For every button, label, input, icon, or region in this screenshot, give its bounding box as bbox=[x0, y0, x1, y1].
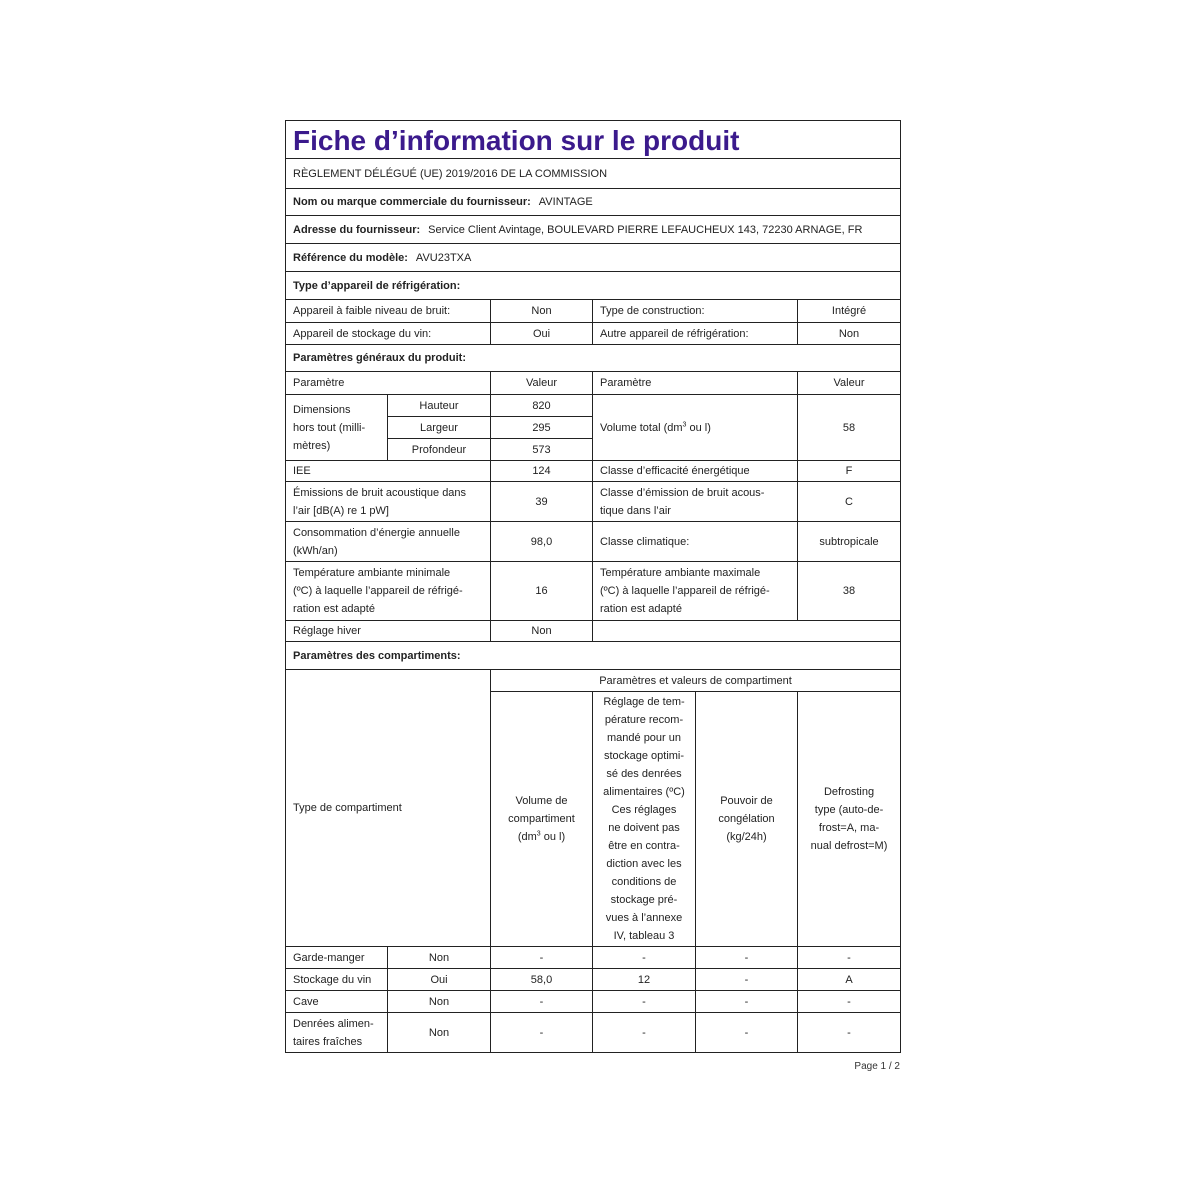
header-line: Volume de bbox=[515, 795, 568, 807]
compartment-volume: - bbox=[491, 947, 593, 969]
header-line: Ces réglages bbox=[611, 804, 677, 816]
compartment-volume: 58,0 bbox=[491, 969, 593, 991]
parameter-label-line: Émissions de bruit acoustique dans bbox=[293, 486, 467, 499]
type-value: Non bbox=[798, 323, 901, 345]
appliance-type-heading: Type d’appareil de réfrigération: bbox=[286, 272, 901, 300]
compartment-name: Stockage du vin bbox=[286, 969, 388, 991]
volume-total-value: 58 bbox=[798, 395, 901, 461]
compartment-parameters-heading: Paramètres des compartiments: bbox=[286, 642, 901, 670]
compartment-name-line: Denrées alimen- bbox=[293, 1017, 374, 1030]
compartment-defrost: - bbox=[798, 947, 901, 969]
parameter-label-line: ration est adapté bbox=[600, 603, 682, 615]
compartment-row bbox=[286, 991, 901, 1013]
header-line: (kg/24h) bbox=[726, 831, 767, 843]
parameter-label-line: Consommation d’énergie annuelle bbox=[293, 526, 460, 539]
type-label: Autre appareil de réfrigération: bbox=[593, 323, 798, 345]
compartment-name: Garde-manger bbox=[286, 947, 388, 969]
parameter-label-line: tique dans l’air bbox=[600, 504, 671, 517]
type-label: Appareil à faible niveau de bruit: bbox=[286, 300, 491, 323]
parameter-value: 124 bbox=[491, 461, 593, 482]
supplier-label: Nom ou marque commerciale du fournisseur: bbox=[293, 196, 531, 208]
defrost-header bbox=[798, 692, 901, 947]
compartment-defrost: A bbox=[798, 969, 901, 991]
general-row bbox=[286, 461, 901, 482]
parameter-label-line: (ºC) à laquelle l’appareil de réfrigé- bbox=[600, 585, 770, 597]
parameter-label-line: Température ambiante maximale bbox=[600, 567, 761, 579]
temperature-header bbox=[593, 692, 696, 947]
dimensions-label-line: hors tout (milli- bbox=[293, 421, 366, 434]
compartment-volume: - bbox=[491, 991, 593, 1013]
supplier-value: AVINTAGE bbox=[538, 196, 593, 208]
type-value: Oui bbox=[491, 323, 593, 345]
header-line: frost=A, ma- bbox=[818, 822, 880, 834]
winter-value: Non bbox=[491, 621, 593, 642]
winter-label: Réglage hiver bbox=[286, 621, 491, 642]
address-row bbox=[286, 216, 901, 244]
parameter-value: subtropicale bbox=[798, 522, 901, 562]
header-line: IV, tableau 3 bbox=[613, 930, 675, 942]
compartment-defrost: - bbox=[798, 1013, 901, 1053]
dimension-value: 295 bbox=[491, 417, 593, 439]
general-row bbox=[286, 562, 901, 621]
compartment-freezing: - bbox=[696, 991, 798, 1013]
compartment-group-header: Paramètres et valeurs de compartiment bbox=[491, 670, 901, 692]
type-value: Intégré bbox=[798, 300, 901, 323]
parameter-label bbox=[286, 522, 491, 562]
column-header: Valeur bbox=[798, 372, 901, 395]
parameter-label-line: Température ambiante minimale bbox=[293, 567, 451, 579]
header-line: Defrosting bbox=[823, 786, 875, 798]
winter-row bbox=[286, 621, 901, 642]
dimension-name: Largeur bbox=[388, 417, 491, 439]
column-header: Valeur bbox=[491, 372, 593, 395]
dimension-name: Hauteur bbox=[388, 395, 491, 417]
compartment-name bbox=[286, 1013, 388, 1053]
model-label: Référence du modèle: bbox=[293, 251, 408, 264]
header-line: compartiment bbox=[508, 813, 575, 825]
compartment-present: Non bbox=[388, 991, 491, 1013]
dimensions-label bbox=[286, 395, 388, 461]
parameter-label-line: (ºC) à laquelle l’appareil de réfrigé- bbox=[293, 585, 463, 597]
page-title: Fiche d’information sur le produit bbox=[286, 121, 901, 159]
compartment-row bbox=[286, 1013, 901, 1053]
general-row bbox=[286, 482, 901, 522]
header-line: stockage optimi- bbox=[603, 750, 685, 762]
compartment-present: Non bbox=[388, 947, 491, 969]
header-line: sé des denrées bbox=[606, 768, 682, 780]
header-line: conditions de bbox=[611, 876, 677, 888]
header-line: stockage pré- bbox=[610, 894, 678, 906]
compartment-name: Cave bbox=[286, 991, 388, 1013]
type-row bbox=[286, 300, 901, 323]
type-label: Appareil de stockage du vin: bbox=[286, 323, 491, 345]
compartment-temperature: - bbox=[593, 1013, 696, 1053]
parameter-label bbox=[286, 562, 491, 621]
model-value: AVU23TXA bbox=[415, 251, 472, 264]
compartment-temperature: - bbox=[593, 947, 696, 969]
header-line: Réglage de tem- bbox=[603, 696, 685, 708]
compartment-present: Oui bbox=[388, 969, 491, 991]
parameter-label bbox=[286, 482, 491, 522]
compartment-temperature: 12 bbox=[593, 969, 696, 991]
compartment-volume: - bbox=[491, 1013, 593, 1053]
parameter-value: F bbox=[798, 461, 901, 482]
header-line: alimentaires (ºC) bbox=[603, 786, 685, 798]
parameter-value: 16 bbox=[491, 562, 593, 621]
parameter-label: Classe d’efficacité énergétique bbox=[593, 461, 798, 482]
parameter-label: Classe climatique: bbox=[593, 522, 798, 562]
general-parameters-heading: Paramètres généraux du produit: bbox=[286, 345, 901, 372]
compartment-freezing: - bbox=[696, 1013, 798, 1053]
empty-cell bbox=[593, 621, 901, 642]
compartment-temperature: - bbox=[593, 991, 696, 1013]
header-line: Pouvoir de bbox=[720, 795, 773, 807]
header-line: diction avec les bbox=[606, 858, 682, 870]
dimension-value: 573 bbox=[491, 439, 593, 461]
product-information-sheet bbox=[285, 120, 900, 1053]
dimension-name: Profondeur bbox=[388, 439, 491, 461]
type-value: Non bbox=[491, 300, 593, 323]
header-line: ne doivent pas bbox=[608, 822, 680, 834]
page-number: Page 1 / 2 bbox=[854, 1061, 900, 1072]
address-label: Adresse du fournisseur: bbox=[293, 223, 421, 236]
parameter-value: 38 bbox=[798, 562, 901, 621]
parameter-label-line: (kWh/an) bbox=[293, 544, 338, 557]
compartment-present: Non bbox=[388, 1013, 491, 1053]
column-header: Paramètre bbox=[286, 372, 491, 395]
compartment-freezing: - bbox=[696, 969, 798, 991]
volume-header bbox=[491, 692, 593, 947]
dimensions-label-line: mètres) bbox=[293, 439, 331, 452]
supplier-row bbox=[286, 189, 901, 216]
general-header-row bbox=[286, 372, 901, 395]
parameter-value: 39 bbox=[491, 482, 593, 522]
parameter-label: IEE bbox=[286, 461, 491, 482]
header-line: type (auto-de- bbox=[814, 804, 884, 816]
header-line: congélation bbox=[718, 813, 775, 825]
parameter-label-line: Classe d’émission de bruit acous- bbox=[600, 486, 765, 499]
parameter-label bbox=[593, 482, 798, 522]
model-row bbox=[286, 244, 901, 272]
header-line: pérature recom- bbox=[604, 714, 684, 726]
header-line: nual defrost=M) bbox=[810, 840, 888, 852]
parameter-value: C bbox=[798, 482, 901, 522]
header-line: être en contra- bbox=[608, 840, 680, 852]
header-line: mandé pour un bbox=[607, 732, 681, 744]
parameter-label-line: ration est adapté bbox=[293, 603, 375, 615]
freezing-header bbox=[696, 692, 798, 947]
compartment-name-line: taires fraîches bbox=[293, 1035, 363, 1048]
type-row bbox=[286, 323, 901, 345]
dimension-value: 820 bbox=[491, 395, 593, 417]
general-row bbox=[286, 522, 901, 562]
parameter-label-line: l’air [dB(A) re 1 pW] bbox=[293, 504, 389, 517]
product-sheet-table bbox=[285, 120, 901, 1053]
compartment-defrost: - bbox=[798, 991, 901, 1013]
header-line: ($dm^3$ ou l) bbox=[517, 830, 566, 843]
type-label: Type de construction: bbox=[593, 300, 798, 323]
compartment-freezing: - bbox=[696, 947, 798, 969]
header-line: vues à l’annexe bbox=[605, 912, 683, 924]
address-value: Service Client Avintage, BOULEVARD PIERRE LEFAUCHEUX 143, 72230 ARNAGE, FR bbox=[428, 223, 863, 236]
column-header: Paramètre bbox=[593, 372, 798, 395]
parameter-label bbox=[593, 562, 798, 621]
regulation-text: RÈGLEMENT DÉLÉGUÉ (UE) 2019/2016 DE LA COMMISSION bbox=[286, 159, 901, 189]
compartment-row bbox=[286, 947, 901, 969]
compartment-row bbox=[286, 969, 901, 991]
volume-total-label: Volume total ($dm^3$ ou l) bbox=[593, 395, 798, 461]
dimensions-label-line: Dimensions bbox=[293, 403, 351, 416]
parameter-value: 98,0 bbox=[491, 522, 593, 562]
compartment-type-header: Type de compartiment bbox=[286, 670, 491, 947]
